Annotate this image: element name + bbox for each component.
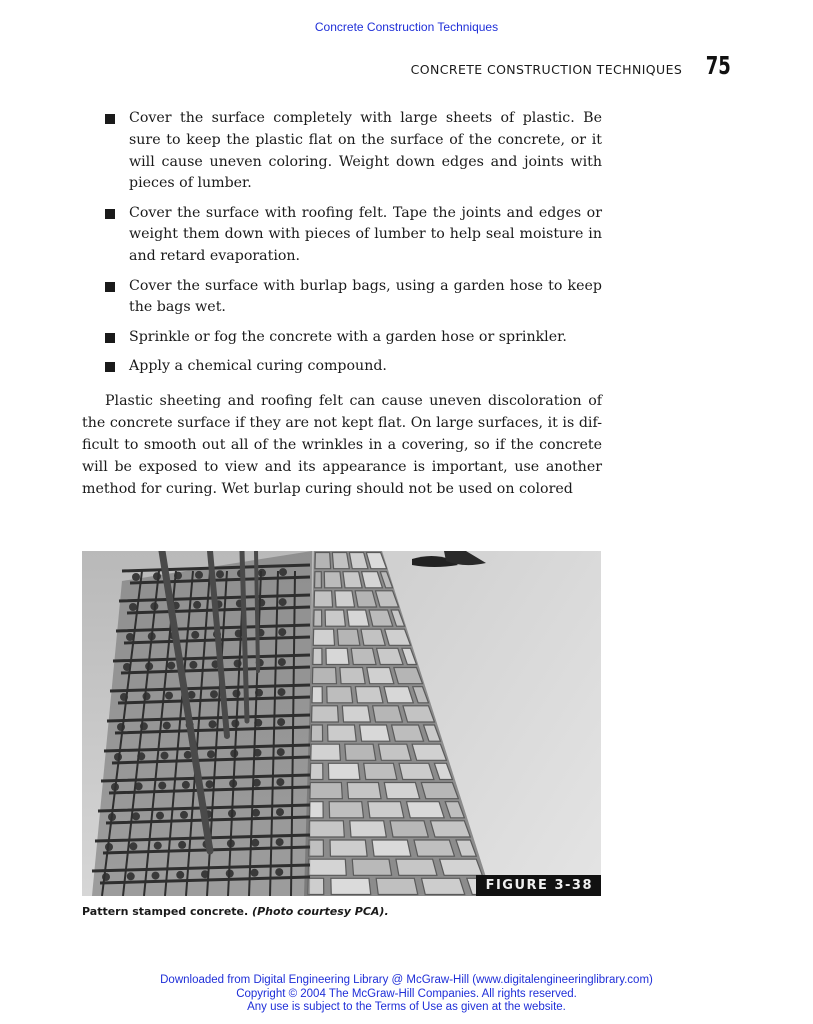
cobble-paver [414,840,454,856]
cobble-paver [328,763,359,779]
cobble-paver [440,859,483,875]
mat-stud [276,838,284,846]
cobble-paver [331,878,371,894]
top-source-link[interactable]: Concrete Construction Techniques [314,20,499,34]
cobble-paver [384,783,419,799]
cobble-paver [335,591,355,607]
cobble-paver [332,553,349,569]
mat-stud [233,690,241,698]
cobble-paver [312,668,336,684]
mat-stud [276,778,284,786]
mat-stud [167,662,175,670]
cobble-paver [403,706,434,722]
cobble-paver [360,725,390,741]
cobble-paver [399,763,434,779]
mat-stud [129,842,137,850]
cobble-paver [324,572,341,588]
cobble-paver [378,744,411,760]
square-bullet-icon [105,362,115,372]
cobble-paver [312,706,339,722]
cobble-paver [373,706,403,722]
mat-stud [210,690,218,698]
square-bullet-icon [105,209,115,219]
footer-copyright: Copyright © 2004 The McGraw-Hill Companies. All rights reserved. [236,987,577,1000]
mat-stud [182,781,190,789]
cobble-paver [364,763,397,779]
cobble-paver [342,706,370,722]
cobble-paver [309,821,344,837]
bullet-text: Cover the surface with burlap bags, using a garden hose to keep the bags wet. [129,277,602,316]
cobble-paver [384,687,413,703]
figure-photo [82,551,601,896]
mat-stud [193,601,201,609]
cobble-paver [430,821,470,837]
footer-terms[interactable]: Any use is subject to the Terms of Use as given at the website. [247,1001,566,1013]
cobble-paver [355,687,383,703]
cobble-paver [368,802,404,818]
mat-stud [278,628,286,636]
figure-caption [82,905,389,918]
footer-notice [0,974,813,1015]
bullet-text: Apply a chemical curing compound. [129,357,387,374]
cobble-paver [347,610,369,626]
bullet-text: Cover the surface completely with large sheets of plastic. Be sure to keep the plastic flat on the surface of the concrete, or it will cause uneven coloring. Weight down edges and joints with pieces of lumber. [129,110,602,192]
running-head [411,51,731,80]
cobble-paver [315,572,322,588]
cobble-paver [308,859,346,875]
cobble-paver [328,725,357,741]
cobble-paver [340,668,365,684]
list-item [105,108,602,195]
cobble-paver [377,648,403,664]
square-bullet-icon [105,333,115,343]
cobble-paver [345,744,376,760]
cobble-paver [314,591,332,607]
mat-stud [129,603,137,611]
cobble-paver [350,821,387,837]
mat-stud [278,688,286,696]
mat-stud [176,871,184,879]
mat-stud [279,568,287,576]
stamped-concrete-photo [82,551,601,896]
mat-stud [207,750,215,758]
mat-stud [132,573,140,581]
cobble-paver [396,859,437,875]
mat-stud [156,812,164,820]
cobble-paver [367,668,394,684]
cobble-paver [352,859,391,875]
cobble-paver [313,629,334,645]
cobble-paver [308,878,324,894]
mat-stud [216,570,224,578]
list-item [105,203,602,268]
mat-stud [277,748,285,756]
cobble-paver [412,744,446,760]
bullet-list [105,108,602,385]
caption-credit: (Photo courtesy PCA). [252,905,389,918]
cobble-paver [421,783,458,799]
mat-stud [189,661,197,669]
mat-stud [143,692,151,700]
mat-stud [278,658,286,666]
list-item [105,276,602,320]
cobble-paver [343,572,362,588]
mat-stud [195,571,203,579]
mat-stud [275,868,283,876]
mat-stud [276,808,284,816]
cobble-paver [337,629,360,645]
mat-stud [158,782,166,790]
cobble-paver [309,840,324,856]
cobble-paver [407,802,445,818]
mat-stud [161,752,169,760]
body-paragraph: Plastic sheeting and roofing felt can cause uneven discoloration of the concrete surface if they are not kept flat. On large surfaces, it is dif-ficult to smooth out all of the wrinkles in a covering, so if the concrete will be exposed to view and its appearance is important, use another method for curing. Wet burlap curing should not be used on colored [82,393,602,497]
page-number: 75 [705,51,731,80]
cobble-paver [390,821,428,837]
cobble-paver [311,725,322,741]
square-bullet-icon [105,114,115,124]
mat-stud [165,692,173,700]
cobble-paver [309,802,323,818]
cobble-paver [355,591,376,607]
bullet-text: Sprinkle or fog the concrete with a garden hose or sprinkler. [129,328,567,345]
figure-label: FIGURE 3-38 [476,875,601,896]
mat-stud [127,872,135,880]
mat-stud [153,572,161,580]
cobble-paver [325,610,345,626]
cobble-paver [422,878,465,894]
footer-download-link[interactable]: Downloaded from Digital Engineering Library @ McGraw-Hill (www.digitalengineeringlibrary.com) [160,974,653,986]
cobble-paver [347,783,381,799]
mat-stud [163,722,171,730]
cobble-paver [376,878,418,894]
cobble-paver [310,763,323,779]
cobble-paver [351,648,376,664]
cobble-paver [329,802,363,818]
cobble-paver [372,840,411,856]
bullet-text: Cover the surface with roofing felt. Tape the joints and edges or weight them down with pieces of lumber to help seal moisture in and retard evaporation. [129,204,602,265]
cobble-paver [327,687,353,703]
mat-stud [258,569,266,577]
mat-stud [180,811,188,819]
cobble-paver [361,629,385,645]
cobble-paver [310,783,342,799]
mat-stud [209,720,217,728]
mat-stud [252,809,260,817]
mat-stud [154,842,162,850]
mat-stud [152,872,160,880]
cobble-paver [312,687,322,703]
cobble-paver [313,648,322,664]
cobble-paver [314,610,322,626]
square-bullet-icon [105,282,115,292]
mat-stud [277,718,285,726]
caption-text: Pattern stamped concrete. [82,905,249,918]
mat-stud [191,631,199,639]
mat-stud [132,812,140,820]
mat-stud [184,751,192,759]
running-title: CONCRETE CONSTRUCTION TECHNIQUES [410,62,683,77]
cobble-paver [330,840,367,856]
mat-stud [206,780,214,788]
cobble-paver [392,725,424,741]
list-item [105,356,602,378]
cobble-paver [315,553,331,569]
mat-stud [279,598,287,606]
mat-stud [178,841,186,849]
list-item [105,327,602,349]
cobble-paver [326,648,349,664]
mat-stud [251,839,259,847]
cobble-paver [311,744,341,760]
mat-stud [251,869,259,877]
